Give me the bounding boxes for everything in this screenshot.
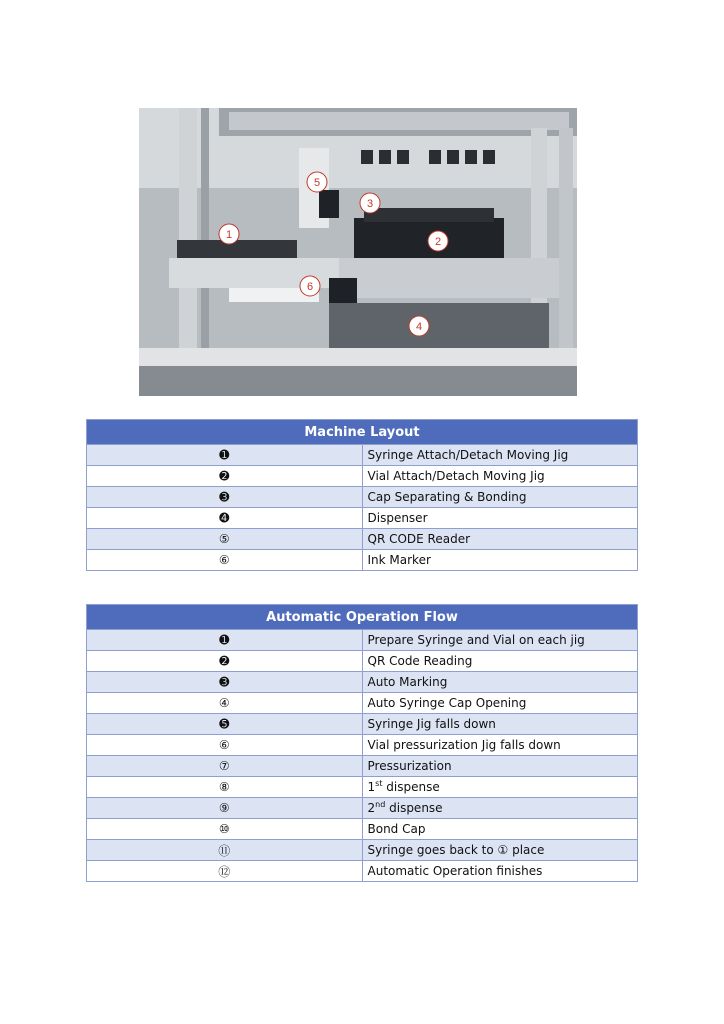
svg-text:6: 6 (306, 281, 314, 293)
callout-1 (219, 224, 239, 244)
callout-3 (360, 193, 380, 213)
row-label: Syringe Attach/Detach Moving Jig (362, 445, 638, 466)
table-row (87, 756, 638, 777)
row-label: Dispenser (362, 508, 638, 529)
table-row (87, 840, 638, 861)
row-number: ➌ (87, 487, 363, 508)
row-number: ➋ (87, 466, 363, 487)
machine-layout-table (86, 419, 638, 571)
row-label: QR CODE Reader (362, 529, 638, 550)
svg-text:2: 2 (434, 236, 442, 248)
row-label: Automatic Operation finishes (362, 861, 638, 882)
table-row (87, 466, 638, 487)
machine-layout-title: Machine Layout (87, 420, 638, 445)
row-number: ④ (87, 693, 363, 714)
callout-5 (307, 172, 327, 192)
row-label: QR Code Reading (362, 651, 638, 672)
table-row (87, 550, 638, 571)
table-row (87, 714, 638, 735)
row-label: Syringe Jig falls down (362, 714, 638, 735)
callout-4 (409, 316, 429, 336)
table-row (87, 487, 638, 508)
row-number: ⑨ (87, 798, 363, 819)
row-label: Auto Marking (362, 672, 638, 693)
operation-flow-title: Automatic Operation Flow (87, 605, 638, 630)
table-row (87, 861, 638, 882)
row-label: 2nd dispense (362, 798, 638, 819)
row-label: Syringe goes back to ① place (362, 840, 638, 861)
machine-photo (139, 108, 577, 396)
row-number: ⑥ (87, 735, 363, 756)
svg-text:1: 1 (225, 229, 233, 241)
row-number: ⑧ (87, 777, 363, 798)
table-row (87, 630, 638, 651)
row-number: ⑪ (87, 840, 363, 861)
machine-illustration (139, 108, 577, 396)
operation-flow-table (86, 604, 638, 882)
table-row (87, 798, 638, 819)
svg-text:5: 5 (313, 177, 321, 189)
table-row (87, 819, 638, 840)
row-label: 1st dispense (362, 777, 638, 798)
row-label: Bond Cap (362, 819, 638, 840)
callout-6 (300, 276, 320, 296)
row-number: ⑤ (87, 529, 363, 550)
row-number: ➍ (87, 508, 363, 529)
callout-2 (428, 231, 448, 251)
table-row (87, 735, 638, 756)
row-label: Vial Attach/Detach Moving Jig (362, 466, 638, 487)
row-number: ➋ (87, 651, 363, 672)
row-number: ⑥ (87, 550, 363, 571)
table-row (87, 508, 638, 529)
row-number: ➌ (87, 672, 363, 693)
row-label: Pressurization (362, 756, 638, 777)
row-number: ⑩ (87, 819, 363, 840)
row-number: ➎ (87, 714, 363, 735)
row-label: Ink Marker (362, 550, 638, 571)
row-number: ⑫ (87, 861, 363, 882)
table-row (87, 529, 638, 550)
svg-text:3: 3 (366, 198, 374, 210)
table-row (87, 445, 638, 466)
table-row (87, 693, 638, 714)
row-label: Prepare Syringe and Vial on each jig (362, 630, 638, 651)
table-row (87, 777, 638, 798)
svg-text:4: 4 (415, 321, 423, 333)
row-label: Auto Syringe Cap Opening (362, 693, 638, 714)
row-label: Cap Separating & Bonding (362, 487, 638, 508)
row-label: Vial pressurization Jig falls down (362, 735, 638, 756)
table-row (87, 651, 638, 672)
table-row (87, 672, 638, 693)
row-number: ⑦ (87, 756, 363, 777)
row-number: ➊ (87, 630, 363, 651)
row-number: ➊ (87, 445, 363, 466)
